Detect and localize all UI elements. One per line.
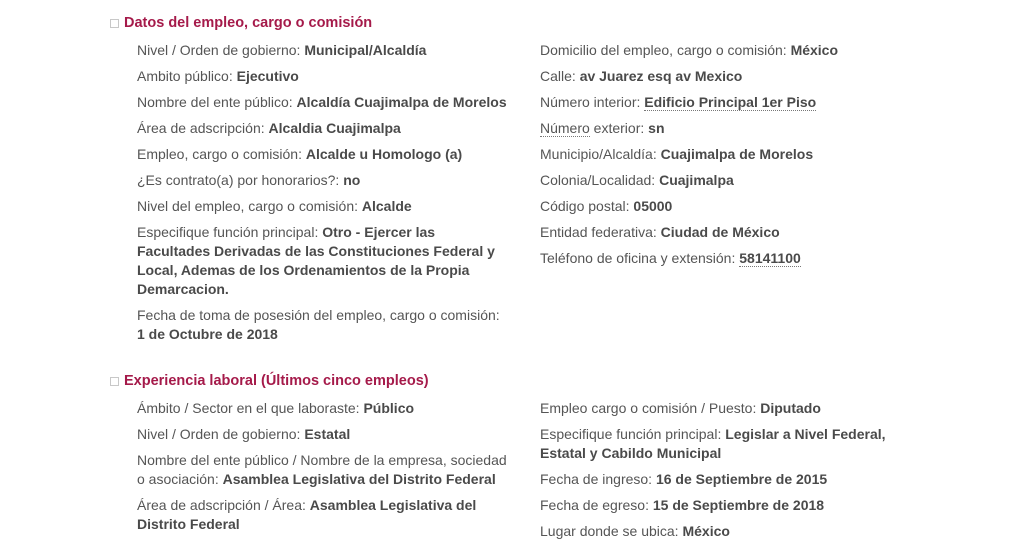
field-label: ¿Es contrato(a) por honorarios?: — [137, 172, 344, 188]
field-label: Especifique función principal: — [137, 224, 323, 240]
field-value: Otro - Ejercer las Facultades Derivadas de las Constituciones Federal y Local, Ademas de los Ordenamientos de la Propia Demarcacion. — [137, 224, 495, 297]
field-value: Público — [363, 400, 415, 416]
field-value: 05000 — [633, 198, 673, 214]
field-label: Nivel del empleo, cargo o comisión: — [137, 198, 362, 214]
field-value: Asamblea Legislativa del Distrito Federal — [222, 471, 496, 487]
field-label: Calle: — [540, 68, 580, 84]
field-funcion-principal — [540, 425, 900, 463]
field-fecha-ingreso — [540, 470, 925, 489]
field-value: Diputado — [760, 400, 821, 416]
field-label: Empleo cargo o comisión / Puesto: — [540, 400, 761, 416]
field-entidad-federativa — [540, 223, 925, 242]
field-value: Estatal — [304, 426, 351, 442]
field-label-abbr: Número — [540, 120, 590, 136]
field-value: 15 de Septiembre de 2018 — [652, 497, 825, 513]
field-domicilio — [540, 41, 925, 60]
field-nivel-orden — [137, 425, 522, 444]
field-calle — [540, 67, 925, 86]
field-numero-interior — [540, 93, 925, 112]
field-value: 16 de Septiembre de 2015 — [655, 471, 828, 487]
field-value: 1 de Octubre de 2018 — [137, 326, 278, 342]
field-label: Empleo, cargo o comisión: — [137, 146, 306, 162]
field-value: sn — [648, 120, 665, 136]
field-area-adscripcion — [137, 496, 482, 534]
empleo-right-column — [540, 41, 925, 268]
field-honorarios — [137, 171, 522, 190]
field-codigo-postal — [540, 197, 925, 216]
square-icon — [110, 19, 119, 28]
field-label: Código postal: — [540, 198, 634, 214]
empleo-left-column — [137, 41, 522, 344]
field-label: Nombre del ente público: — [137, 94, 297, 110]
field-numero-exterior — [540, 119, 925, 138]
field-label: Nivel / Orden de gobierno: — [137, 426, 305, 442]
field-value: México — [682, 523, 730, 539]
field-label: Número interior: — [540, 94, 645, 110]
field-label: Municipio/Alcaldía: — [540, 146, 661, 162]
field-ambito-sector — [137, 399, 522, 418]
experiencia-left-column — [137, 399, 522, 534]
field-label: Fecha de ingreso: — [540, 471, 656, 487]
field-label: exterior: — [589, 120, 649, 136]
field-value: Ciudad de México — [660, 224, 780, 240]
section-title: Datos del empleo, cargo o comisión — [124, 15, 373, 31]
field-label: Teléfono de oficina y extensión: — [540, 250, 740, 266]
field-label: Entidad federativa: — [540, 224, 661, 240]
field-ente-empresa — [137, 451, 517, 489]
field-area-adscripcion — [137, 119, 522, 138]
field-puesto — [540, 399, 925, 418]
field-value: Alcalde — [361, 198, 412, 214]
section-header-empleo — [110, 15, 372, 31]
field-label: Ámbito / Sector en el que laboraste: — [137, 400, 364, 416]
section-title: Experiencia laboral (Últimos cinco empleos) — [124, 373, 429, 389]
field-lugar — [540, 522, 925, 541]
field-value: Legislar a Nivel Federal, Estatal y Cabildo Municipal — [540, 426, 886, 461]
field-value: no — [343, 172, 361, 188]
field-fecha-egreso — [540, 496, 925, 515]
field-value: Alcaldía Cuajimalpa de Morelos — [296, 94, 507, 110]
field-value: México — [790, 42, 839, 58]
field-value: Municipal/Alcaldía — [304, 42, 427, 58]
field-label: Lugar donde se ubica: — [540, 523, 683, 539]
field-value: Edificio Principal 1er Piso — [644, 94, 817, 110]
field-ente-publico — [137, 93, 522, 112]
experiencia-right-column — [540, 399, 925, 541]
field-value: Ejecutivo — [236, 68, 299, 84]
field-label: Especifique función principal: — [540, 426, 726, 442]
field-nivel-orden — [137, 41, 522, 60]
field-value: 58141100 — [739, 250, 801, 266]
field-value: Alcaldia Cuajimalpa — [268, 120, 401, 136]
field-funcion-principal — [137, 223, 507, 299]
field-label: Fecha de toma de posesión del empleo, cargo o comisión: — [137, 307, 500, 323]
field-label: Fecha de egreso: — [540, 497, 653, 513]
field-label: Nivel / Orden de gobierno: — [137, 42, 305, 58]
field-value: Cuajimalpa de Morelos — [660, 146, 814, 162]
field-label: Colonia/Localidad: — [540, 172, 660, 188]
section-header-experiencia — [110, 373, 429, 389]
field-telefono — [540, 249, 925, 268]
field-ambito — [137, 67, 522, 86]
field-label: Área de adscripción / Área: — [137, 497, 310, 513]
field-municipio — [540, 145, 925, 164]
field-nivel-empleo — [137, 197, 522, 216]
field-label: Área de adscripción: — [137, 120, 269, 136]
field-value: av Juarez esq av Mexico — [579, 68, 743, 84]
square-icon — [110, 377, 119, 386]
field-label: Ambito público: — [137, 68, 237, 84]
field-label: Nombre del ente público / Nombre de la empresa, sociedad o asociación: — [137, 452, 507, 487]
field-value: Alcalde u Homologo (a) — [305, 146, 463, 162]
field-value: Asamblea Legislativa del Distrito Federal — [137, 497, 477, 532]
field-empleo-cargo — [137, 145, 522, 164]
field-colonia — [540, 171, 925, 190]
field-label: Domicilio del empleo, cargo o comisión: — [540, 42, 791, 58]
field-value: Cuajimalpa — [659, 172, 734, 188]
field-fecha-posesion — [137, 306, 522, 344]
